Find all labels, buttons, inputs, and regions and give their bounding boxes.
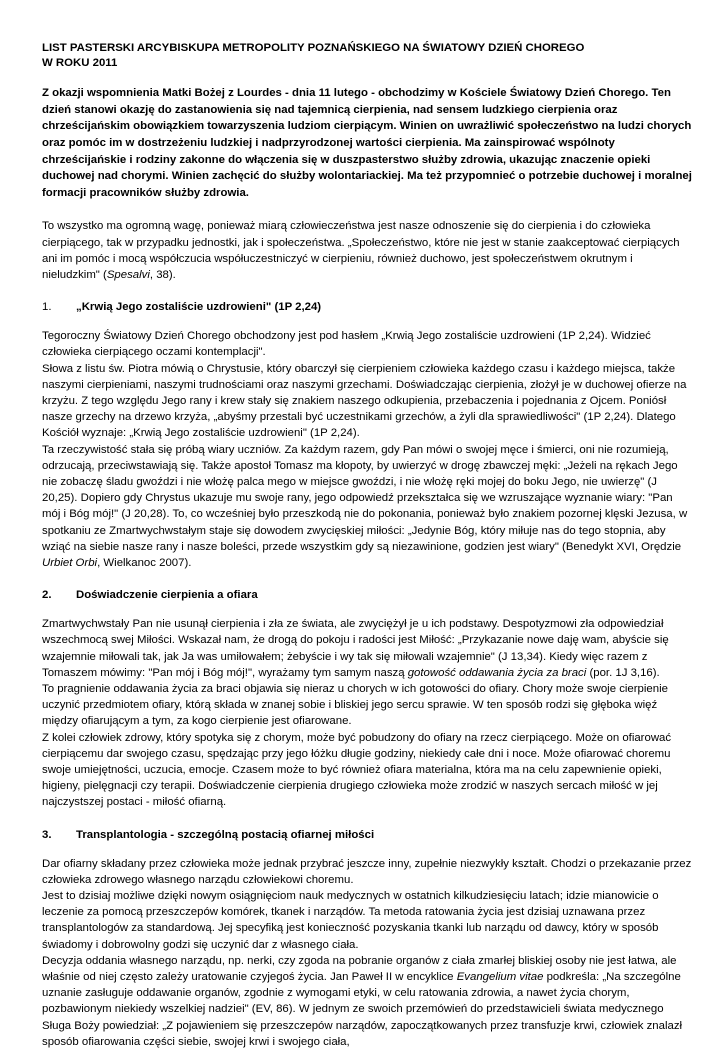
paragraph: Ta rzeczywistość stała się próbą wiary uczniów. Za każdym razem, gdy Pan mówi o swojej męce i śmierci, oni nie rozumieją, odrzucają, przeciwstawiają się. Także apostoł Tomasz ma kłopoty, by uwierzyć w drogę zbawczej męki: „Jeżeli na rękach Jego nie zobaczę śladu gwoździ i nie włożę palca mego w miejsce gwoździ, i nie włożę ręki mojej do boku Jego, nie uwierzę" (J 20,25). Dopiero gdy Chrystus ukazuje mu swoje rany, jego odpowiedź przekształca się we wzruszające wyznanie wiary: "Pan mój i Bóg mój!" (J 20,28). To, co wcześniej było przeszkodą nie do pokonania, ponieważ było znakiem pozornej klęski Jezusa, w spotkaniu ze Zmartwychwstałym staje się dowodem zwycięskiej miłości: „Jedynie Bóg, który miłuje nas do tego stopnia, aby wziąć na siebie nasze rany i nasze boleści, przede wszystkim gdy są niezawinione, godzien jest wiary" (Benedykt XVI, Orędzie Urbiet Orbi, Wielkanoc 2007). <box>42 443 688 569</box>
section-1-body <box>42 328 692 571</box>
section-2-heading <box>42 587 692 603</box>
section-title: Transplantologia - szczególną postacią ofiarnej miłości <box>76 828 375 841</box>
section-1-heading <box>42 299 692 315</box>
document-title <box>42 41 692 70</box>
paragraph: Decyzja oddania własnego narządu, np. nerki, czy zgoda na pobranie organów z ciała zmarłej bliskiej osoby nie jest łatwa, ale właśnie od niej często zależy uratowanie czyjegoś życia. Jan Paweł II w encyklice Evangelium vitae podkreśla: „Na szczególne uznanie zasługuje oddawanie organów, zgodnie z wymogami etyki, w celu ratowania zdrowia, a nawet życia chorym, pozbawionym niekiedy wszelkiej nadziei" (EV, 86). W jednym ze swoich przemówień do przedstawicieli świata medycznego Sługa Boży powiedział: „Z pojawieniem się przeszczepów narządów, zapoczątkowanych przez transfuzje krwi, człowiek znalazł sposób ofiarowania części siebie, swojej krwi i swojego ciała, <box>42 954 683 1048</box>
opening-paragraph: To wszystko ma ogromną wagę, ponieważ miarą człowieczeństwa jest nasze odnoszenie się do cierpienia i do człowieka cierpiącego, tak w przypadku jednostki, jak i społeczeństwa. „Społeczeństwo, które nie jest w stanie zaakceptować cierpiących ani im pomóc i mocą współczucia współuczestniczyć w cierpieniu, również duchowo, jest społeczeństwem okrutnym i nieludzkim" (Spesalvi, 38). <box>42 220 680 281</box>
title-line-1: LIST PASTERSKI ARCYBISKUPA METROPOLITY POZNAŃSKIEGO NA ŚWIATOWY DZIEŃ CHOREGO <box>42 42 585 54</box>
section-3-heading <box>42 827 692 843</box>
paragraph: Dar ofiarny składany przez człowieka może jednak przybrać jeszcze inny, zupełnie niezwykły kształt. Chodzi o przekazanie przez człowieka zdrowego własnego narządu człowiekowi choremu. <box>42 857 692 886</box>
document-page <box>42 41 692 1050</box>
paragraph: Tegoroczny Światowy Dzień Chorego obchodzony jest pod hasłem „Krwią Jego zostaliście uzdrowieni (1P 2,24). Widzieć człowieka cierpiącego oczami kontemplacji". <box>42 330 651 359</box>
paragraph: Jest to dzisiaj możliwe dzięki nowym osiągnięciom nauk medycznych w ostatnich kilkudziesięciu latach; idzie mianowicie o leczenie za pomocą przeszczepów komórek, tkanek i narządów. Ta metoda ratowania życia jest dzisiaj uznawana przez transplantologów za standardową. Jej specyfiką jest konieczność pozyskania tkanki lub narządu od dawcy, który w sposób świadomy i dobrowolny godzi się uczynić dar z własnego ciała. <box>42 890 659 951</box>
paragraph: Słowa z listu św. Piotra mówią o Chrystusie, który obarczył się cierpieniem człowieka każdego czasu i każdego miejsca, także naszymi cierpieniami, naszymi trudnościami oraz naszymi grzechami. Doświadczając cierpienia, złożył je w duchowej ofierze na krzyżu. Z tego względu Jego rany i krew stały się znakiem naszego odkupienia, przebaczenia i pojednania z Ojcem. Poniósł nasze grzechy na drzewo krzyża, „abyśmy przestali być uczestnikami grzechów, a żyli dla sprawiedliwości" (1P 2,24). Dlatego Kościół wyznaje: „Krwią Jego zostaliście uzdrowieni" (1P 2,24). <box>42 362 687 440</box>
paragraph: Zmartwychwstały Pan nie usunął cierpienia i zła ze świata, ale zwyciężył je u ich podstawy. Despotyzmowi zła odpowiedział wszechmocą swej Miłości. Wskazał nam, że drogą do pokoju i radości jest Miłość: „Przykazanie nowe daję wam, abyście się wzajemnie miłowali tak, jak Ja was umiłowałem; żebyście i wy tak się miłowali wzajemnie" (J 13,34). Kiedy więc razem z Tomaszem mówimy: "Pan mój i Bóg mój!", wyrażamy tym samym naszą gotowość oddawania życia za braci (por. 1J 3,16). <box>42 618 669 679</box>
paragraph: Z kolei człowiek zdrowy, który spotyka się z chorym, może być pobudzony do ofiary na rzecz cierpiącego. Może on ofiarować cierpiącemu dar swojego czasu, spędzając przy jego łóżku długie godziny, niekiedy całe dni i noce. Może ofiarować choremu swoje umiejętności, uczucia, emocje. Czasem może to być również ofiara materialna, która ma na celu zapewnienie opieki, higieny, pielęgnacji czy terapii. Doświadczenie cierpienia drugiego człowieka może zrodzić w naszych sercach miłość w jej najczystszej postaci - miłość ofiarną. <box>42 731 672 809</box>
title-line-2: W ROKU 2011 <box>42 56 118 69</box>
paragraph: To pragnienie oddawania życia za braci objawia się nieraz u chorych w ich gotowości do ofiary. Chory może swoje cierpienie uczynić przedmiotem ofiary, którą składa w znanej sobie i bliskiej jego sercu sprawie. W ten sposób rodzi się głęboka więź między ofiarującym a tym, za kogo cierpienie jest ofiarowane. <box>42 683 668 728</box>
intro-paragraph: Z okazji wspomnienia Matki Bożej z Lourdes - dnia 11 lutego - obchodzimy w Kościele Światowy Dzień Chorego. Ten dzień stanowi okazję do zastanowienia się nad tajemnicą cierpienia, nad sensem ludzkiego cierpienia oraz chrześcijańskim obowiązkiem towarzyszenia ludziom cierpiącym. Winien on uwrażliwić społeczeństwo na ludzi chorych oraz pomóc im w dostrzeżeniu ludzkiej i nadprzyrodzonej wartości cierpienia. Ma zainspirować wspólnoty chrześcijańskie i rodziny zakonne do włączenia się w duszpasterstwo służby zdrowia, ukazując znaczenie opieki duchowej nad chorymi. Winien zachęcić do służby wolontariackiej. Ma też przypomnieć o potrzebie duchowej i moralnej formacji pracowników służby zdrowia. <box>42 87 692 199</box>
section-number: 2. <box>42 589 52 602</box>
section-2-body <box>42 616 692 810</box>
section-title: Doświadczenie cierpienia a ofiara <box>76 589 258 602</box>
section-3-body <box>42 856 692 1050</box>
section-title: „Krwią Jego zostaliście uzdrowieni" (1P 2,24) <box>76 301 322 314</box>
section-number: 1. <box>42 301 52 314</box>
section-number: 3. <box>42 828 52 841</box>
